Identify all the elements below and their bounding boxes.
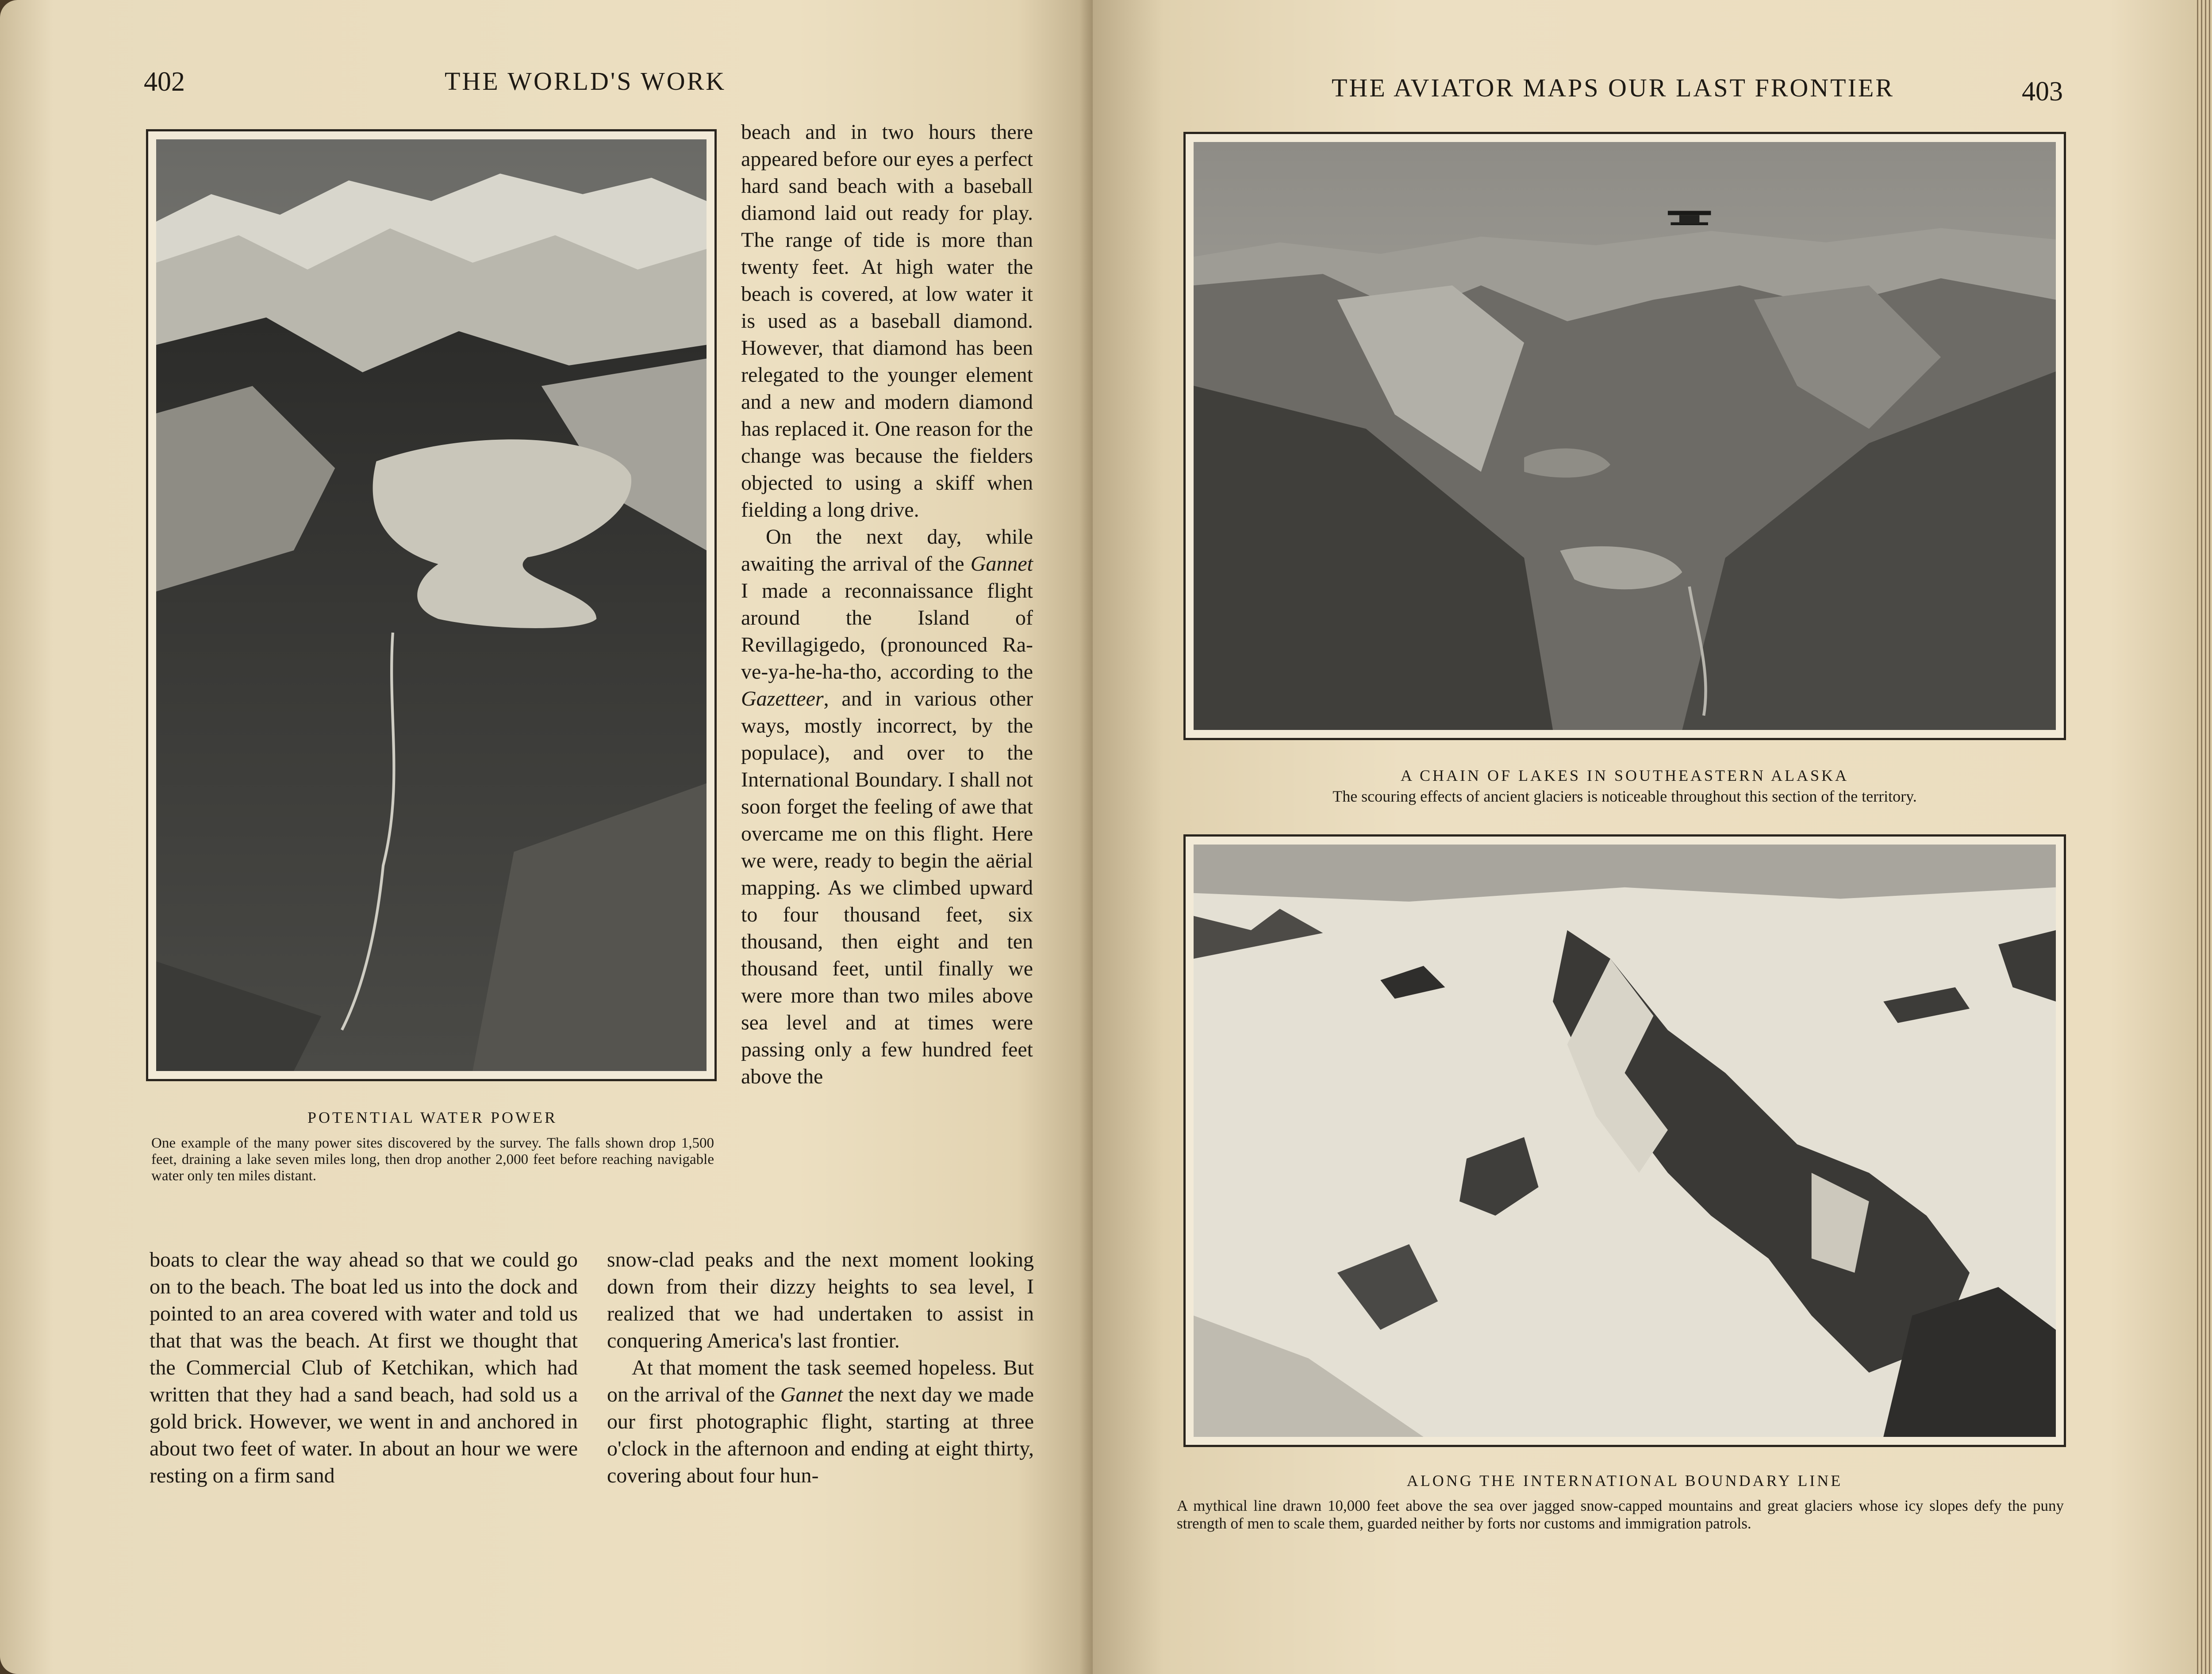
paragraph-boats: boats to clear the way ahead so that we could go on to the beach. The boat led us into the dock and pointed to an area covered with water and told us that that was the beach. At first we thought that the Commercial Club of Ketchikan, which had written that they had a sand beach, had sold us a gold brick. However, we went in and anchored in about two feet of water. In about an hour we were resting on a firm sand xyxy=(150,1248,578,1487)
caption-title-water-power: POTENTIAL WATER POWER xyxy=(307,1109,557,1126)
caption-text-water-power: One example of the many power sites discovered by the survey. The falls shown drop 1,500 feet, draining a lake seven miles long, then drop another 2,000 feet before reaching navigable water only ten miles distant. xyxy=(151,1135,714,1184)
photo-water-power xyxy=(146,129,717,1081)
caption-text-lakes: The scouring effects of ancient glaciers is noticeable throughout this section of the territory. xyxy=(1333,787,1917,805)
paragraph-snow-clad: snow-clad peaks and the next moment looking down from their dizzy heights to sea level, I realized that we had undertaken to assist in conquering America's last frontier. xyxy=(607,1248,1034,1352)
paragraph-beach: beach and in two hours there appeared before our eyes a perfect hard sand beach with a baseball diamond laid out ready for play. The range of tide is more than twenty feet. At high water the beach is covered, at low water it is used as a baseball diamond. However, that diamond has been relegated to the younger element and a new and modern diamond has replaced it. One reason for the change was because the fielders objected to using a skiff when fielding a long drive. xyxy=(741,120,1033,522)
photo-boundary-line xyxy=(1183,834,2066,1447)
caption-title-boundary: ALONG THE INTERNATIONAL BOUNDARY LINE xyxy=(1406,1472,1843,1490)
photo-chain-of-lakes xyxy=(1183,132,2066,740)
text-column-upper-right xyxy=(741,119,1033,1090)
text-run: , and in various other ways, mostly incorrect, by the populace), and over to the International Boundary. I shall not soon forget the feeling of awe that overcame me on this flight. Here we were, ready to begin the aërial mapping. As we climbed upward to four thousand feet, six thousand, then eight and ten thousand feet, until finally we were more than two miles above sea level and at times were passing only a few hundred feet above the xyxy=(741,687,1033,1088)
text-run: I made a reconnaissance flight around the Island of Revillagigedo, (pronounced Ra-ve-ya-he-ha-tho, according to the xyxy=(741,579,1033,683)
text-column-bottom-right xyxy=(607,1246,1034,1489)
italic-gazetteer: Gazetteer xyxy=(741,687,824,710)
caption-title-lakes: A CHAIN OF LAKES IN SOUTHEASTERN ALASKA xyxy=(1400,767,1849,784)
valley-lakes-image xyxy=(1194,142,2056,730)
page-number-right: 403 xyxy=(2022,77,2063,107)
page-edges xyxy=(2194,0,2212,1674)
running-head-right: THE AVIATOR MAPS OUR LAST FRONTIER xyxy=(1332,73,1895,102)
text-run: At that moment the task seemed hopeless. But on the arrival of the xyxy=(607,1356,1034,1406)
italic-ship-name: Gannet xyxy=(780,1383,843,1406)
caption-text-boundary: A mythical line drawn 10,000 feet above the sea over jagged snow-capped mountains and great glaciers whose icy slopes defy the puny strength of men to scale them, guarded neither by forts nor customs and immigration patrols. xyxy=(1177,1497,2064,1532)
italic-ship-name: Gannet xyxy=(970,552,1033,576)
paragraph-task-hopeless xyxy=(607,1354,1034,1489)
text-run: the next day we made our first photographic flight, starting at three o'clock in the afternoon and ending at eight thirty, covering about four hun- xyxy=(607,1383,1034,1487)
paragraph-reconnaissance xyxy=(741,523,1033,1090)
text-column-bottom-left xyxy=(150,1246,578,1489)
running-head-left: THE WORLD'S WORK xyxy=(445,67,726,96)
page-number-left: 402 xyxy=(144,67,185,97)
snow-peaks-image xyxy=(1194,845,2056,1437)
left-page xyxy=(0,0,1093,1674)
mountain-lake-image xyxy=(156,139,707,1071)
right-page xyxy=(1093,0,2199,1674)
text-run: On the next day, while awaiting the arrival of the xyxy=(741,525,1033,576)
